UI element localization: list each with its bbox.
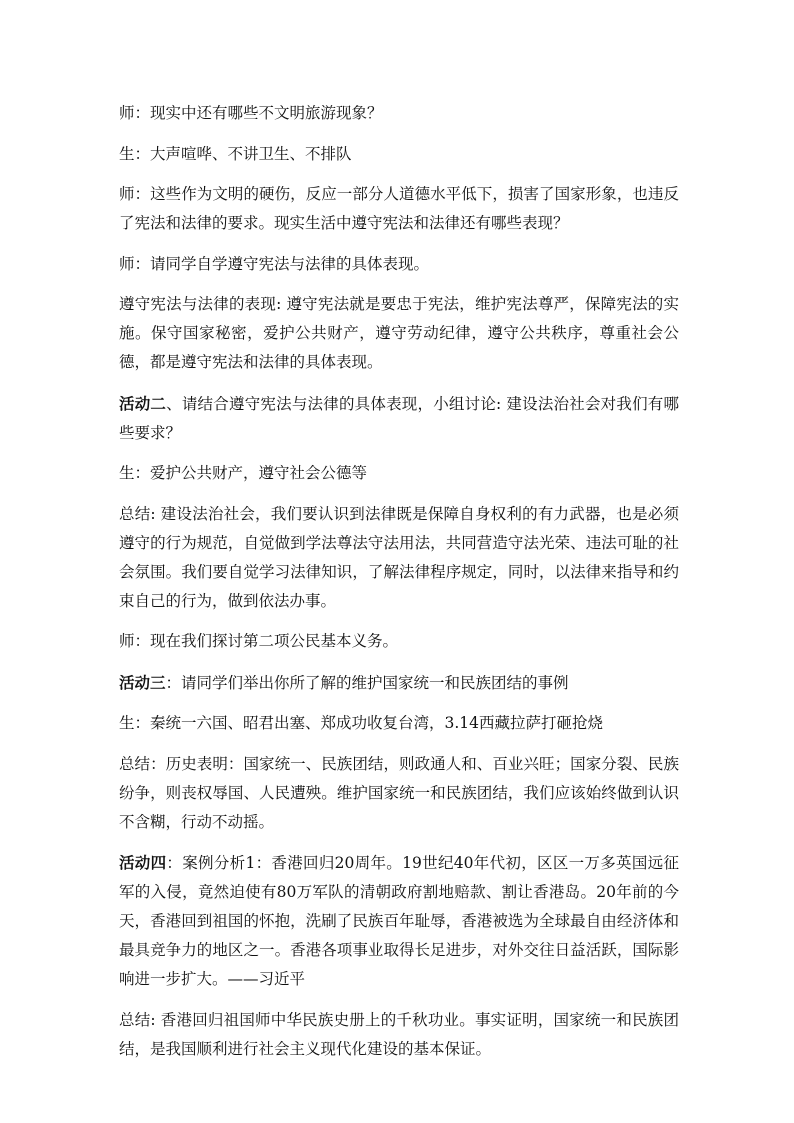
paragraph-text: 总结: 香港回归祖国师中华民族史册上的千秋功业。事实证明，国家统一和民族团结，是我国顺利进行社会主义现代化建设的基本保证。: [119, 1010, 679, 1058]
paragraph-activity-three: [119, 668, 679, 698]
paragraph-text: ：请同学们举出你所了解的维护国家统一和民族团结的事例: [165, 673, 569, 692]
paragraph-teacher-question: [119, 99, 679, 128]
paragraph-activity-two: [119, 389, 679, 448]
paragraph-text: 生：大声喧哗、不讲卫生、不排队: [119, 144, 352, 163]
paragraph-summary-3: [119, 1006, 679, 1064]
paragraph-teacher-instruction: [119, 250, 679, 279]
paragraph-teacher-transition: [119, 627, 679, 656]
paragraph-text: 生：爱护公共财产，遵守社会公德等: [119, 464, 368, 482]
document-page: [119, 99, 679, 1075]
paragraph-text: ：案例分析1：香港回归20周年。19世纪40年代初，区区一万多英国远征军的入侵，竟然迫使有80万军队的清朝政府割地赔款、割让香港岛。20年前的今天，香港回到祖国的怀抱，洗刷了民族百年耻辱，香港被选为全球最自由经济体和最具竞争力的地区之一。香港各项事业取得长足进步，对外交往日益活跃，国际影响进一步扩大。——习近平: [119, 854, 679, 988]
paragraph-text: 、请结合遵守宪法与法律的具体表现，小组讨论: 建设法治社会对我们有哪些要求？: [119, 394, 679, 442]
paragraph-student-answer-3: [119, 709, 679, 738]
paragraph-summary-2: [119, 750, 679, 837]
paragraph-definition: [119, 290, 679, 377]
paragraph-student-answer: [119, 140, 679, 169]
paragraph-text: 生：秦统一六国、昭君出塞、郑成功收复台湾，3.14西藏拉萨打砸抢烧: [119, 714, 604, 732]
activity-label: 活动四: [119, 853, 167, 872]
paragraph-text: 师：现实中还有哪些不文明旅游现象？: [119, 104, 383, 122]
paragraph-text: 总结: 建设法治社会，我们要认识到法律既是保障自身权利的有力武器，也是必须遵守的行为规范，自觉做到学法尊法守法用法，共同营造守法光荣、违法可耻的社会氛围。我们要自觉学习法律知识，了解法律程序规定，同时，以法律来指导和约束自己的行为，做到依法办事。: [119, 504, 679, 610]
activity-label: 活动二: [119, 393, 167, 413]
paragraph-activity-four: [119, 848, 679, 994]
paragraph-text: 师：现在我们探讨第二项公民基本义务。: [119, 632, 399, 650]
paragraph-text: 遵守宪法与法律的表现: 遵守宪法就是要忠于宪法，维护宪法尊严，保障宪法的实施。保守国家秘密，爱护公共财产，遵守劳动纪律，遵守公共秩序，尊重社会公德，都是遵守宪法和法律的具体表现。: [119, 295, 679, 371]
activity-label: 活动三: [119, 672, 166, 692]
paragraph-teacher-comment: [119, 180, 679, 238]
paragraph-summary-1: [119, 500, 679, 616]
paragraph-student-answer-2: [119, 459, 679, 488]
paragraph-text: 师：请同学自学遵守宪法与法律的具体表现。: [119, 254, 430, 273]
paragraph-text: 总结：历史表明：国家统一、民族团结，则政通人和、百业兴旺；国家分裂、民族纷争，则丧权辱国、人民遭殃。维护国家统一和民族团结，我们应该始终做到认识不含糊，行动不动摇。: [119, 754, 679, 831]
paragraph-text: 师：这些作为文明的硬伤，反应一部分人道德水平低下，损害了国家形象，也违反了宪法和法律的要求。现实生活中遵守宪法和法律还有哪些表现？: [119, 185, 679, 232]
